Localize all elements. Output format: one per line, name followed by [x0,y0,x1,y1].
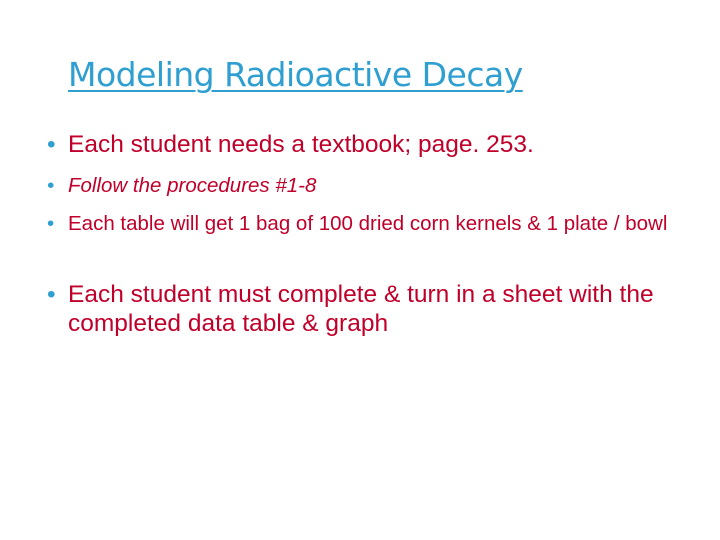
bullet-item [47,171,697,201]
bullet-text: Follow the procedures #1-8 [68,174,317,197]
bullet-item [47,210,697,238]
bullet-marker: • [47,131,56,158]
bullet-text: Each student must complete & turn in a sheet with the completed data table & graph [68,281,654,337]
bullet-marker: • [47,212,55,235]
bullet-text: Each student needs a textbook; page. 253. [68,131,534,158]
bullet-text: Each table will get 1 bag of 100 dried corn kernels & 1 plate / bowl [68,212,668,235]
slide-title: Modeling Radioactive Decay [68,55,523,94]
bullet-marker: • [47,174,55,197]
bullet-item [47,128,697,162]
bullet-marker: • [47,281,56,308]
bullet-item [47,280,697,338]
